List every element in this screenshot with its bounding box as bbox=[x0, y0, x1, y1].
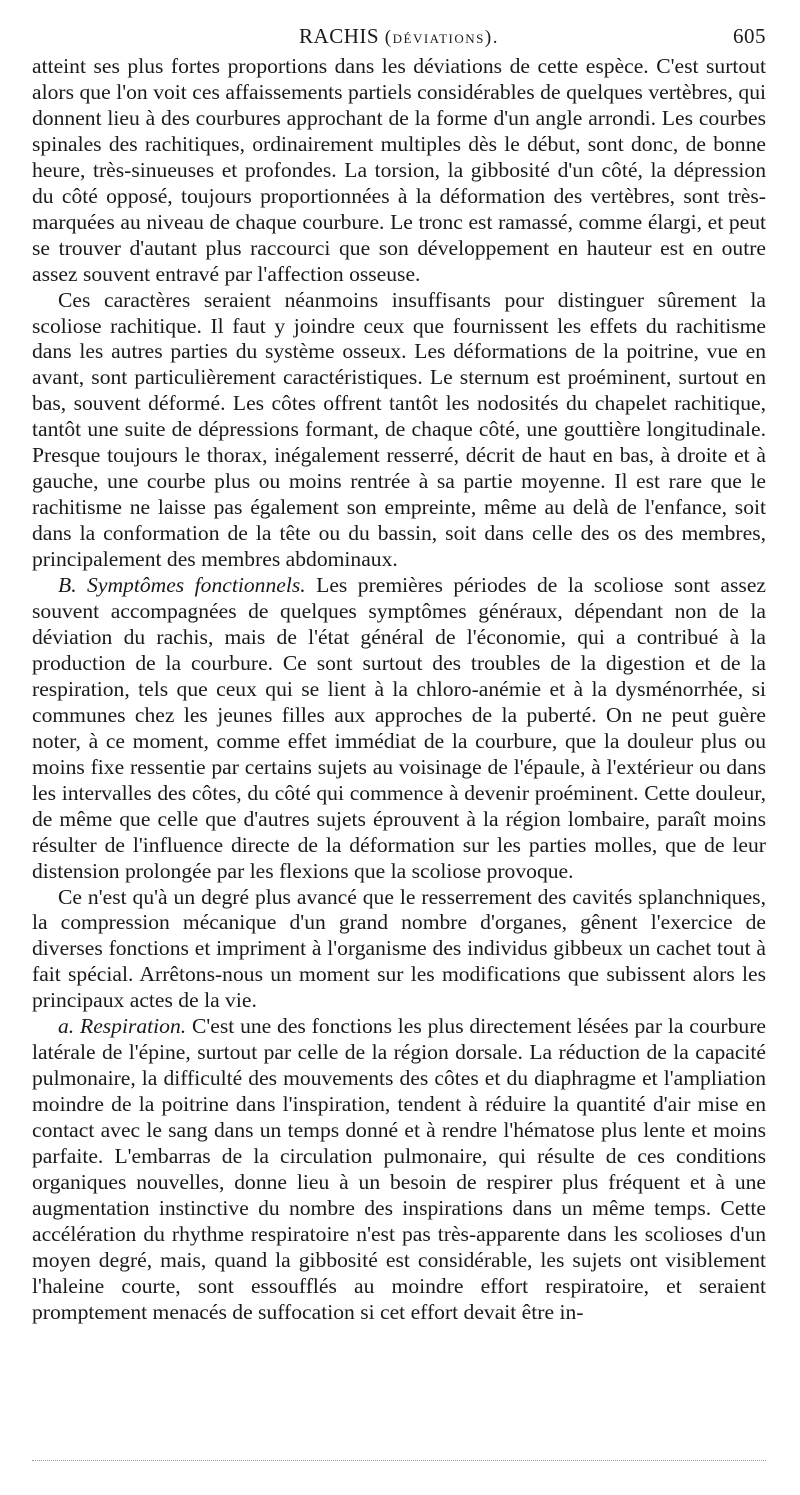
paragraph-text: Ce n'est qu'à un degré plus avancé que le resserrement des cavités splanchniques, la compression mécanique d'un grand nombre d'organes, gênent l'exercice de diverses fonctions et impriment à l'organisme des individus gibbeux un cachet tout à fait spécial. Arrêtons-nous un moment sur les modifications que subissent alors les principaux actes de la vie. bbox=[32, 884, 766, 1013]
body-text bbox=[32, 54, 766, 1326]
paragraph-functional-symptoms bbox=[32, 573, 766, 884]
footer-rule bbox=[32, 1460, 766, 1461]
page-number: 605 bbox=[733, 24, 766, 48]
running-title-subtitle: (déviations). bbox=[384, 27, 499, 48]
paragraph-text: Ces caractères seraient néanmoins insuffisants pour distinguer sûrement la scoliose rachitique. Il faut y joindre ceux que fournissent les effets du rachitisme dans les autres parties du système osseux. Les déformations de la poitrine, vue en avant, sont particulièrement caractéristiques. Le sternum est proéminent, surtout en bas, souvent déformé. Les côtes offrent tantôt les nodosités du chapelet rachitique, tantôt une suite de dépressions formant, de chaque côté, une gouttière longitudinale. Presque toujours le thorax, inégalement resserré, décrit de haut en bas, à droite et à gauche, une courbe plus ou moins rentrée à sa partie moyenne. Il est rare que le rachitisme ne laisse pas également son empreinte, même au delà de l'enfance, soit dans la conformation de la tête ou du bassin, soit dans celle des os des membres, principalement des membres abdominaux. bbox=[32, 287, 766, 572]
paragraph-continuation bbox=[32, 54, 766, 288]
paragraph-text: atteint ses plus fortes proportions dans les déviations de cette espèce. C'est surtout alors que l'on voit ces affaissements partiels considérables de quelques vertèbres, qui donnent lieu à des courbures approchant de la forme d'un angle arrondi. Les courbes spinales des rachitiques, ordinairement multiples dès le début, sont donc, de bonne heure, très-sinueuses et profondes. La torsion, la gibbosité d'un côté, la dépression du côté opposé, toujours proportionnées à la déformation des vertèbres, sont très-marquées au niveau de chaque courbure. Le tronc est ramassé, comme élargi, et peut se trouver d'autant plus raccourci que son développement en hauteur est en outre assez souvent entravé par l'affection osseuse. bbox=[32, 54, 766, 286]
paragraph-rachitic-characters bbox=[32, 288, 766, 573]
paragraph-text: C'est une des fonctions les plus directement lésées par la courbure latérale de l'épine, surtout par celle de la région dorsale. La réduction de la capacité pulmonaire, la difficulté des mouvements des côtes et du diaphragme et l'ampliation moindre de la poitrine dans l'inspiration, tendent à réduire la quantité d'air mise en contact avec le sang dans un temps donné et à rendre l'hématose plus lente et moins parfaite. L'embarras de la circulation pulmonaire, qui résulte de ces conditions organiques nouvelles, donne lieu à un besoin de respirer plus fréquent et à une augmentation instinctive du nombre des inspirations dans un même temps. Cette accélération du rhythme respiratoire n'est pas très-apparente dans les scolioses d'un moyen degré, mais, quand la gibbosité est considérable, les sujets ont visiblement l'haleine courte, sont essoufflés au moindre effort respiratoire, et seraient promptement menacés de suffocation si cet effort devait être in- bbox=[32, 1014, 766, 1324]
running-title bbox=[32, 24, 766, 49]
paragraph-advanced-degree bbox=[32, 885, 766, 1015]
page bbox=[32, 24, 766, 1326]
running-head bbox=[32, 24, 766, 54]
paragraph-text: Les premières périodes de la scoliose sont assez souvent accompagnées de quelques symptômes généraux, dépendant non de la déviation du rachis, mais de l'état général de l'économie, qui a contribué à la production de la courbure. Ce sont surtout des troubles de la digestion et de la respiration, tels que ceux qui se lient à la chloro-anémie et à la dysménorrhée, si communes chez les jeunes filles aux approches de la puberté. On ne peut guère noter, à ce moment, comme effet immédiat de la courbure, que la douleur plus ou moins fixe ressentie par certains sujets au voisinage de l'épaule, à l'extérieur ou dans les intervalles des côtes, du côté qui commence à devenir proéminent. Cette douleur, de même que celle que d'autres sujets éprouvent à la région lombaire, paraît moins résulter de l'influence directe de la déformation sur les parties molles, que de leur distension prolongée par les flexions que la scoliose provoque. bbox=[32, 573, 766, 883]
paragraph-respiration bbox=[32, 1014, 766, 1325]
section-heading: B. Symptômes fonctionnels. bbox=[58, 573, 306, 598]
section-heading: a. Respiration. bbox=[58, 1014, 187, 1039]
running-title-main: RACHIS bbox=[299, 24, 380, 48]
